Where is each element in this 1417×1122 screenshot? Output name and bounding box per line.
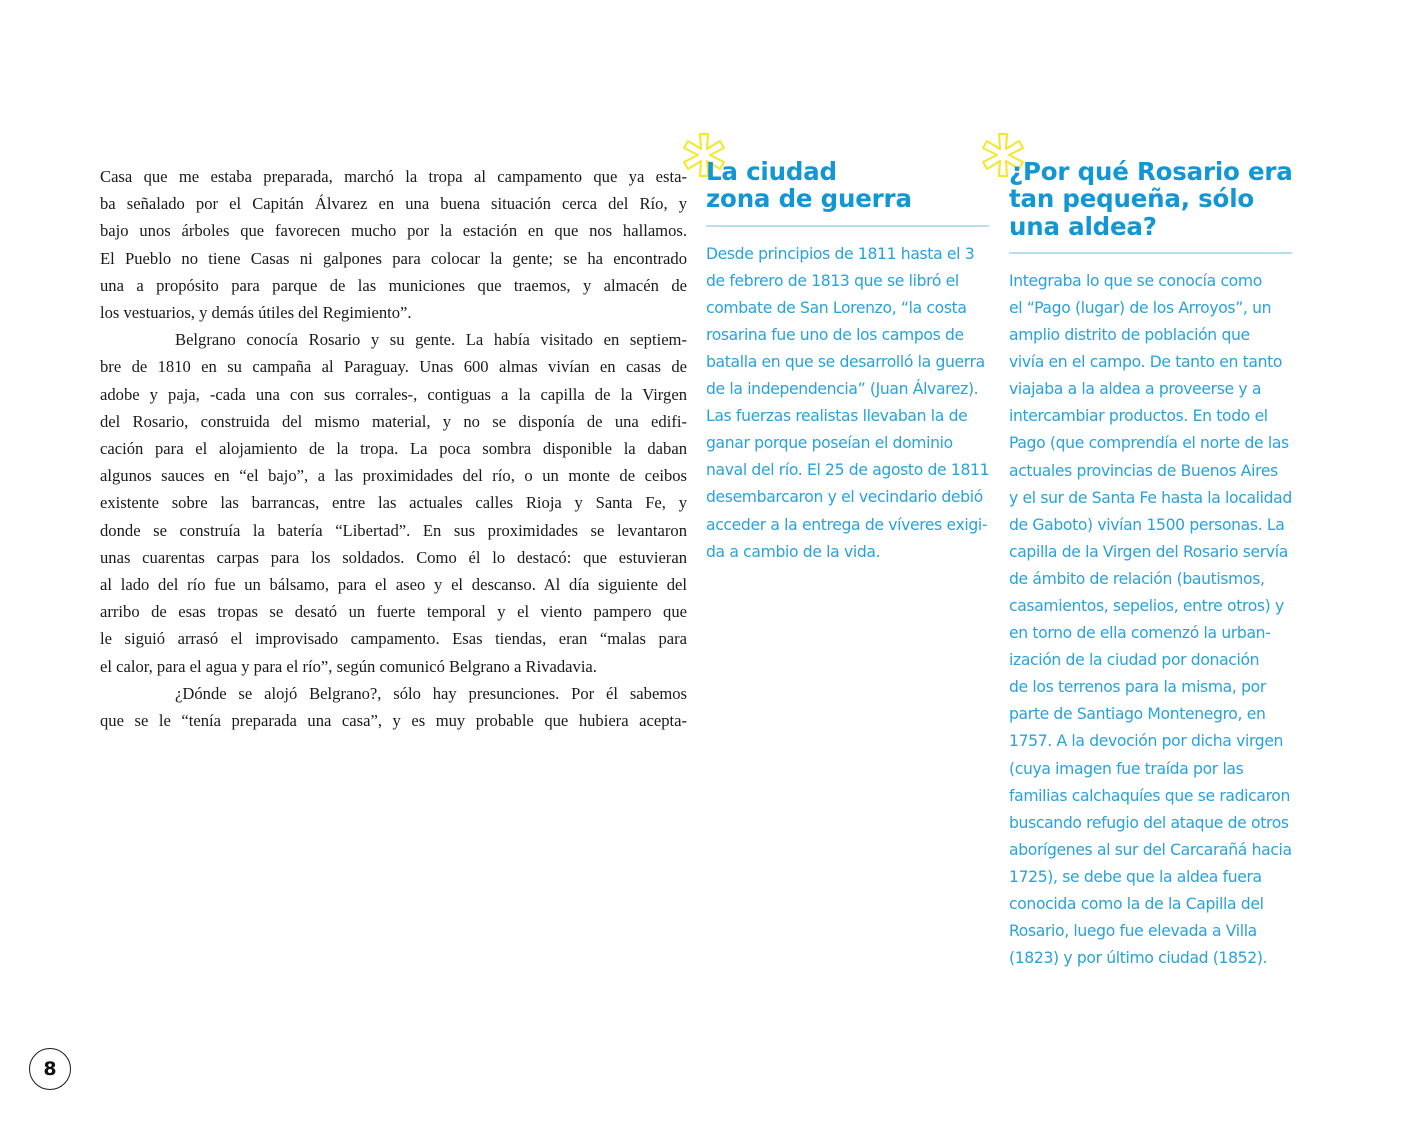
page-number-label: 8 <box>43 1058 57 1080</box>
sidebar-body-line: buscando refugio del ataque de otros <box>1009 813 1289 832</box>
sidebar-body-line: 1757. A la devoción por dicha virgen <box>1009 732 1284 751</box>
title-divider <box>1009 252 1292 254</box>
sidebar-title <box>1009 158 1292 240</box>
sidebar-body-line: viajaba a la aldea a proveerse y a <box>1009 380 1262 399</box>
page-number <box>29 1048 71 1090</box>
sidebar-body-line: parte de Santiago Montenegro, en <box>1009 705 1266 724</box>
sidebar-body-line: batalla en que se desarrolló la guerra <box>706 352 985 371</box>
sidebar-body-line: de la independencia” (Juan Álvarez). <box>706 380 979 399</box>
sidebar-body-line: conocida como la de la Capilla del <box>1009 895 1264 914</box>
sidebar-title-line: zona de guerra <box>706 184 912 214</box>
main-text-line: unas cuarentas carpas para los soldados. Como él lo destacó: que estuvieran <box>100 547 687 567</box>
main-text-line: del Rosario, construida del mismo material, y no se disponía de una edifi- <box>100 411 687 431</box>
sidebar-body-line: rosarina fue uno de los campos de <box>706 325 964 344</box>
main-text-line: una a propósito para parque de las municiones que traemos, y almacén de <box>100 275 687 295</box>
sidebar-title-line: tan pequeña, sólo <box>1009 184 1255 214</box>
main-text-line: Belgrano conocía Rosario y su gente. La había visitado en septiem- <box>175 330 687 350</box>
sidebar-body <box>706 241 989 566</box>
sidebar-body-line: da a cambio de la vida. <box>706 542 881 561</box>
sidebar-title <box>706 158 989 213</box>
sidebar-body-line: (cuya imagen fue traída por las <box>1009 759 1244 778</box>
main-text-line: Casa que me estaba preparada, marchó la tropa al campamento que ya esta- <box>100 167 687 186</box>
main-text-line: el calor, para el agua y para el río”, según comunicó Belgrano a Rivadavia. <box>100 656 597 676</box>
sidebar-body-line: de los terrenos para la misma, por <box>1009 678 1266 697</box>
sidebar-body-line: familias calchaquíes que se radicaron <box>1009 786 1291 805</box>
main-text-line: existente sobre las barrancas, entre las actuales calles Rioja y Santa Fe, y <box>100 493 687 513</box>
title-divider <box>706 225 989 227</box>
sidebar-body-line: actuales provincias de Buenos Aires <box>1009 461 1278 480</box>
sidebar-body-line: (1823) y por último ciudad (1852). <box>1009 949 1268 968</box>
sidebar-body-line: Integraba lo que se conocía como <box>1009 271 1262 290</box>
sidebar-body-line: en torno de ella comenzó la urban- <box>1009 624 1271 643</box>
sidebar-body-line: 1725), se debe que la aldea fuera <box>1009 867 1262 886</box>
sidebar-body-line: Las fuerzas realistas llevaban la de <box>706 407 968 426</box>
sidebar-body-line: acceder a la entrega de víveres exigi- <box>706 515 988 534</box>
main-text-line: le siguió arrasó el improvisado campamento. Esas tiendas, eran “malas para <box>100 629 687 649</box>
main-text-line: adobe y paja, -cada una con sus corrales-, contiguas a la capilla de la Virgen <box>100 384 687 404</box>
sidebar-title-line: La ciudad <box>706 157 837 186</box>
sidebar-body-line: el “Pago (lugar) de los Arroyos”, un <box>1009 298 1272 317</box>
sidebar-body-line: capilla de la Virgen del Rosario servía <box>1009 542 1288 561</box>
sidebar-body-line: amplio distrito de población que <box>1009 326 1250 345</box>
main-text-line: que se le “tenía preparada una casa”, y es muy probable que hubiera acepta- <box>100 711 687 731</box>
sidebar-body-line: desembarcaron y el vecindario debió <box>706 488 983 507</box>
main-text-line: El Pueblo no tiene Casas ni galpones para colocar la gente; se ha encontrado <box>100 248 687 268</box>
main-text-line: donde se construía la batería “Libertad”. En sus proximidades se levantaron <box>100 520 687 540</box>
sidebar-body-line: de Gaboto) vivían 1500 personas. La <box>1009 515 1285 534</box>
sidebar-body-line: naval del río. El 25 de agosto de 1811 <box>706 461 990 480</box>
main-text-line: al lado del río fue un bálsamo, para el aseo y el descanso. Al día siguiente del <box>100 575 687 595</box>
sidebar-title-line: ¿Por qué Rosario era <box>1009 157 1293 186</box>
main-text-line: bajo unos árboles que favorecen mucho por la estación en que nos hallamos. <box>100 221 687 241</box>
main-text-line: cación para el alojamiento de la tropa. La poca sombra disponible la daban <box>100 439 687 459</box>
main-text-line: los vestuarios, y demás útiles del Regimiento”. <box>100 303 412 323</box>
sidebar-body-line: ganar porque poseían el dominio <box>706 434 953 453</box>
sidebar-body-line: casamientos, sepelios, entre otros) y <box>1009 597 1284 616</box>
sidebar-title-line: una aldea? <box>1009 211 1157 241</box>
main-text-line: ba señalado por el Capitán Álvarez en una buena situación cerca del Río, y <box>100 194 687 214</box>
sidebar-body-line: aborígenes al sur del Carcarañá hacia <box>1009 840 1292 859</box>
main-text-column <box>100 163 687 734</box>
sidebar-body-line: combate de San Lorenzo, “la costa <box>706 298 967 317</box>
main-text-line: ¿Dónde se alojó Belgrano?, sólo hay presunciones. Por él sabemos <box>175 683 687 703</box>
sidebar-body-line: ización de la ciudad por donación <box>1009 651 1260 670</box>
sidebar-body-line: vivía en el campo. De tanto en tanto <box>1009 353 1283 372</box>
sidebar-body-line: Rosario, luego fue elevada a Villa <box>1009 922 1257 941</box>
sidebar-body-line: Desde principios de 1811 hasta el 3 <box>706 244 975 263</box>
main-text-line: arribo de esas tropas se desató un fuerte temporal y el viento pampero que <box>100 602 687 622</box>
sidebar-why-small <box>1009 158 1292 972</box>
sidebar-body-line: intercambiar productos. En todo el <box>1009 407 1268 426</box>
sidebar-body-line: de febrero de 1813 que se libró el <box>706 271 959 290</box>
sidebar-war-zone <box>706 158 989 566</box>
main-text-line: algunos sauces en “el bajo”, a las proximidades del río, o un monte de ceibos <box>100 466 687 486</box>
main-text-line: bre de 1810 en su campaña al Paraguay. Unas 600 almas vivían en casas de <box>100 357 687 377</box>
sidebar-body-line: de ámbito de relación (bautismos, <box>1009 569 1265 588</box>
sidebar-body-line: Pago (que comprendía el norte de las <box>1009 434 1289 453</box>
sidebar-body-line: y el sur de Santa Fe hasta la localidad <box>1009 488 1292 507</box>
sidebar-body <box>1009 268 1292 972</box>
